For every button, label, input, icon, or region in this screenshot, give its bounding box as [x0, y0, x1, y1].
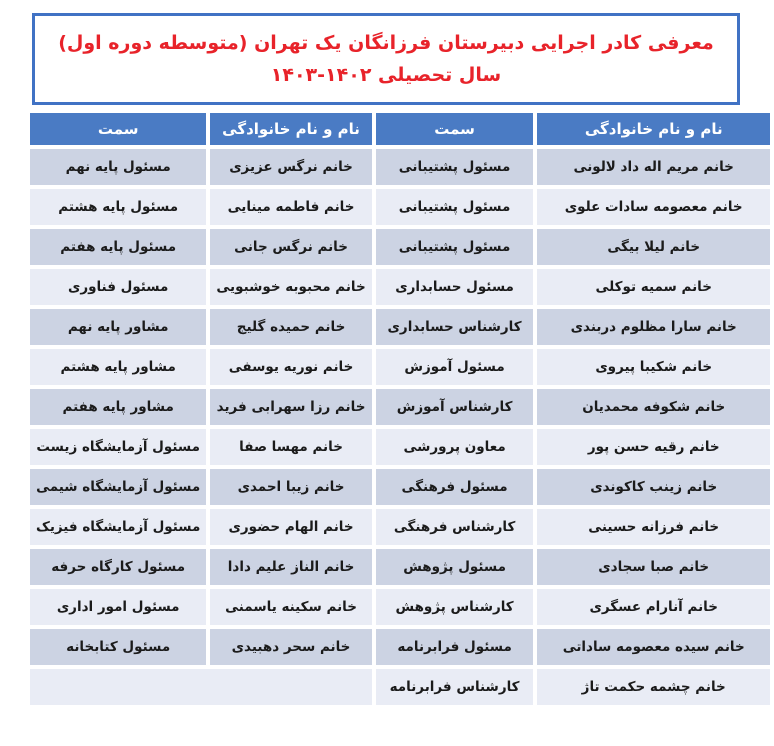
cell-name-left: خانم زیبا احمدی	[210, 469, 371, 505]
column-header-role-left: سمت	[30, 113, 206, 145]
cell-name-left: خانم سکینه یاسمنی	[210, 589, 371, 625]
cell-role-left: مسئول فناوری	[30, 269, 206, 305]
cell-name-right: خانم سیده معصومه ساداتی	[537, 629, 770, 665]
column-header-name-left: نام و نام خانوادگی	[210, 113, 371, 145]
cell-name-right: خانم فرزانه حسینی	[537, 509, 770, 545]
cell-name-left: خانم نرگس عزیزی	[210, 149, 371, 185]
cell-empty-merged	[30, 669, 372, 705]
table-header-row	[30, 113, 770, 145]
cell-role-right: مسئول پشتیبانی	[376, 229, 534, 265]
cell-name-right: خانم لیلا بیگی	[537, 229, 770, 265]
cell-role-left: مسئول آزمایشگاه شیمی	[30, 469, 206, 505]
staff-table-body	[30, 149, 770, 705]
title-line-1: معرفی کادر اجرایی دبیرستان فرزانگان یک تهران (متوسطه دوره اول)	[58, 31, 714, 54]
cell-name-left: خانم مهسا صفا	[210, 429, 371, 465]
table-row	[30, 349, 770, 385]
cell-name-left: خانم محبوبه خوشبویی	[210, 269, 371, 305]
table-row	[30, 269, 770, 305]
cell-role-right: مسئول پژوهش	[376, 549, 534, 585]
cell-role-right: مسئول آموزش	[376, 349, 534, 385]
cell-role-right: معاون پرورشی	[376, 429, 534, 465]
cell-name-right: خانم سارا مظلوم دربندی	[537, 309, 770, 345]
cell-name-right: خانم آنارام عسگری	[537, 589, 770, 625]
cell-role-left: مسئول پایه هشتم	[30, 189, 206, 225]
table-row	[30, 429, 770, 465]
table-row	[30, 389, 770, 425]
title-line-2: سال تحصیلی ۱۴۰۲-۱۴۰۳	[270, 63, 502, 86]
cell-role-left: مشاور پایه هشتم	[30, 349, 206, 385]
title-box	[32, 13, 740, 105]
column-header-name-right: نام و نام خانوادگی	[537, 113, 770, 145]
table-row	[30, 229, 770, 265]
cell-name-right: خانم مریم اله داد لالونی	[537, 149, 770, 185]
cell-role-left: مسئول امور اداری	[30, 589, 206, 625]
table-row	[30, 309, 770, 345]
cell-role-right: مسئول فرهنگی	[376, 469, 534, 505]
cell-name-left: خانم سحر دهبیدی	[210, 629, 371, 665]
cell-role-left: مسئول کتابخانه	[30, 629, 206, 665]
cell-name-right: خانم صبا سجادی	[537, 549, 770, 585]
cell-role-right: مسئول حسابداری	[376, 269, 534, 305]
cell-role-right: کارشناس حسابداری	[376, 309, 534, 345]
staff-table	[26, 109, 774, 709]
cell-role-left: مشاور پایه نهم	[30, 309, 206, 345]
cell-name-right: خانم معصومه سادات علوی	[537, 189, 770, 225]
cell-name-left: خانم نرگس جانی	[210, 229, 371, 265]
table-row	[30, 189, 770, 225]
cell-role-right: مسئول پشتیبانی	[376, 189, 534, 225]
cell-name-right: خانم سمیه توکلی	[537, 269, 770, 305]
table-row	[30, 629, 770, 665]
cell-name-right: خانم شکیبا پیروی	[537, 349, 770, 385]
cell-role-left: مسئول کارگاه حرفه	[30, 549, 206, 585]
cell-name-left: خانم رزا سهرابی فرید	[210, 389, 371, 425]
table-row	[30, 589, 770, 625]
cell-name-right: خانم زینب کاکوندی	[537, 469, 770, 505]
cell-name-right: خانم رقیه حسن پور	[537, 429, 770, 465]
table-row	[30, 509, 770, 545]
cell-role-right: کارشناس آموزش	[376, 389, 534, 425]
table-row	[30, 669, 770, 705]
cell-name-right: خانم چشمه حکمت تاژ	[537, 669, 770, 705]
cell-role-right: کارشناس فرهنگی	[376, 509, 534, 545]
cell-role-right: مسئول پشتیبانی	[376, 149, 534, 185]
column-header-role-right: سمت	[376, 113, 534, 145]
cell-role-right: مسئول فرابرنامه	[376, 629, 534, 665]
cell-role-left: مشاور پایه هفتم	[30, 389, 206, 425]
table-row	[30, 469, 770, 505]
cell-name-left: خانم فاطمه مینایی	[210, 189, 371, 225]
cell-role-right: کارشناس پژوهش	[376, 589, 534, 625]
table-row	[30, 149, 770, 185]
cell-role-left: مسئول آزمایشگاه زیست	[30, 429, 206, 465]
cell-name-left: خانم الهام حضوری	[210, 509, 371, 545]
cell-name-right: خانم شکوفه محمدیان	[537, 389, 770, 425]
cell-name-left: خانم الناز علیم دادا	[210, 549, 371, 585]
cell-role-left: مسئول پایه هفتم	[30, 229, 206, 265]
table-row	[30, 549, 770, 585]
cell-role-left: مسئول آزمایشگاه فیزیک	[30, 509, 206, 545]
cell-role-left: مسئول پایه نهم	[30, 149, 206, 185]
cell-name-left: خانم نوریه یوسفی	[210, 349, 371, 385]
cell-role-right: کارشناس فرابرنامه	[376, 669, 534, 705]
cell-name-left: خانم حمیده گلیج	[210, 309, 371, 345]
